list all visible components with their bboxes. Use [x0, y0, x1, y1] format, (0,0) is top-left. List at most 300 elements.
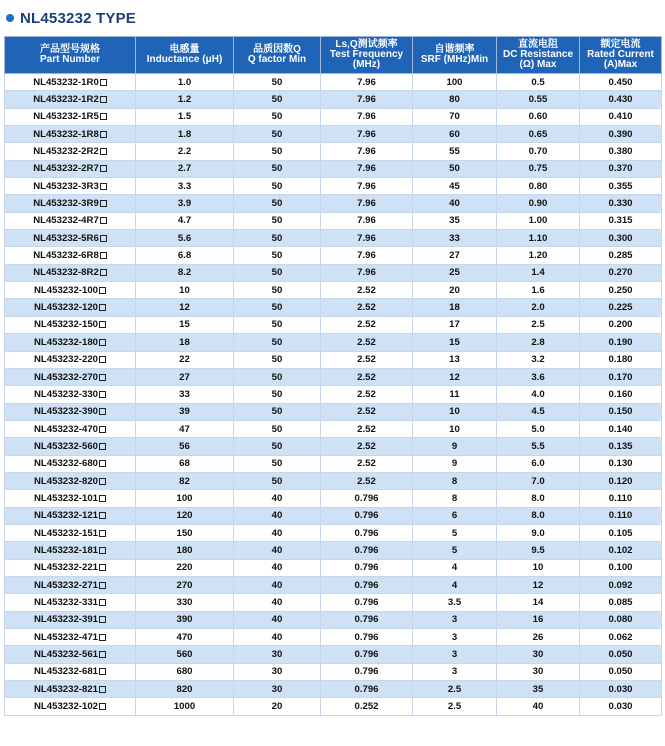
- dc-resistance-cell: 1.00: [497, 212, 580, 229]
- table-body: [5, 74, 662, 716]
- part-number-cell: NL453232-471: [5, 629, 136, 646]
- test-frequency-cell: 2.52: [321, 403, 413, 420]
- srf-cell: 60: [413, 126, 497, 143]
- q-factor-cell: 50: [234, 282, 321, 299]
- test-frequency-cell: 2.52: [321, 420, 413, 437]
- dc-resistance-cell: 0.65: [497, 126, 580, 143]
- srf-cell: 25: [413, 264, 497, 281]
- part-number-cell: NL453232-3R9: [5, 195, 136, 212]
- part-number-cell: NL453232-3R3: [5, 178, 136, 195]
- part-number-cell: NL453232-270: [5, 368, 136, 385]
- checkbox-placeholder-icon: [100, 200, 107, 207]
- inductance-cell: 3.3: [136, 178, 234, 195]
- test-frequency-cell: 2.52: [321, 438, 413, 455]
- rated-current-cell: 0.105: [580, 524, 662, 541]
- srf-cell: 3: [413, 611, 497, 628]
- part-number-cell: NL453232-100: [5, 282, 136, 299]
- table-row: [5, 212, 662, 229]
- part-number-cell: NL453232-330: [5, 386, 136, 403]
- q-factor-cell: 40: [234, 524, 321, 541]
- srf-cell: 70: [413, 108, 497, 125]
- dc-resistance-cell: 0.55: [497, 91, 580, 108]
- table-row: [5, 316, 662, 333]
- table-row: [5, 559, 662, 576]
- test-frequency-cell: 0.796: [321, 507, 413, 524]
- q-factor-cell: 50: [234, 178, 321, 195]
- rated-current-cell: 0.430: [580, 91, 662, 108]
- srf-cell: 27: [413, 247, 497, 264]
- dc-resistance-cell: 2.5: [497, 316, 580, 333]
- header-inductance: 电感量 Inductance (μH): [136, 37, 234, 74]
- dc-resistance-cell: 0.80: [497, 178, 580, 195]
- checkbox-placeholder-icon: [100, 165, 107, 172]
- table-row: [5, 143, 662, 160]
- q-factor-cell: 50: [234, 143, 321, 160]
- srf-cell: 33: [413, 230, 497, 247]
- table-row: [5, 438, 662, 455]
- inductance-cell: 1.8: [136, 126, 234, 143]
- table-row: [5, 195, 662, 212]
- dc-resistance-cell: 40: [497, 698, 580, 715]
- dc-resistance-cell: 0.75: [497, 160, 580, 177]
- checkbox-placeholder-icon: [100, 269, 107, 276]
- test-frequency-cell: 2.52: [321, 316, 413, 333]
- rated-current-cell: 0.135: [580, 438, 662, 455]
- srf-cell: 80: [413, 91, 497, 108]
- inductance-cell: 6.8: [136, 247, 234, 264]
- dc-resistance-cell: 0.90: [497, 195, 580, 212]
- q-factor-cell: 50: [234, 438, 321, 455]
- test-frequency-cell: 7.96: [321, 195, 413, 212]
- rated-current-cell: 0.370: [580, 160, 662, 177]
- test-frequency-cell: 7.96: [321, 230, 413, 247]
- checkbox-placeholder-icon: [99, 495, 106, 502]
- rated-current-cell: 0.355: [580, 178, 662, 195]
- rated-current-cell: 0.140: [580, 420, 662, 437]
- q-factor-cell: 50: [234, 299, 321, 316]
- dc-resistance-cell: 1.6: [497, 282, 580, 299]
- q-factor-cell: 50: [234, 247, 321, 264]
- dc-resistance-cell: 9.5: [497, 542, 580, 559]
- part-number-cell: NL453232-221: [5, 559, 136, 576]
- rated-current-cell: 0.150: [580, 403, 662, 420]
- inductance-cell: 270: [136, 576, 234, 593]
- part-number-cell: NL453232-150: [5, 316, 136, 333]
- inductance-cell: 56: [136, 438, 234, 455]
- part-number-cell: NL453232-5R6: [5, 230, 136, 247]
- header-q-factor: 品质因数Q Q factor Min: [234, 37, 321, 74]
- test-frequency-cell: 0.796: [321, 559, 413, 576]
- srf-cell: 12: [413, 368, 497, 385]
- checkbox-placeholder-icon: [100, 183, 107, 190]
- table-row: [5, 108, 662, 125]
- table-row: [5, 420, 662, 437]
- inductance-cell: 120: [136, 507, 234, 524]
- rated-current-cell: 0.080: [580, 611, 662, 628]
- checkbox-placeholder-icon: [99, 530, 106, 537]
- q-factor-cell: 50: [234, 316, 321, 333]
- test-frequency-cell: 7.96: [321, 178, 413, 195]
- checkbox-placeholder-icon: [99, 426, 106, 433]
- dc-resistance-cell: 30: [497, 663, 580, 680]
- table-row: [5, 386, 662, 403]
- srf-cell: 50: [413, 160, 497, 177]
- checkbox-placeholder-icon: [99, 408, 106, 415]
- part-number-cell: NL453232-4R7: [5, 212, 136, 229]
- checkbox-placeholder-icon: [99, 460, 106, 467]
- rated-current-cell: 0.390: [580, 126, 662, 143]
- test-frequency-cell: 2.52: [321, 368, 413, 385]
- rated-current-cell: 0.102: [580, 542, 662, 559]
- table-row: [5, 91, 662, 108]
- rated-current-cell: 0.100: [580, 559, 662, 576]
- checkbox-placeholder-icon: [100, 235, 107, 242]
- q-factor-cell: 50: [234, 126, 321, 143]
- inductance-cell: 3.9: [136, 195, 234, 212]
- table-row: [5, 368, 662, 385]
- test-frequency-cell: 0.796: [321, 524, 413, 541]
- part-number-cell: NL453232-470: [5, 420, 136, 437]
- part-number-cell: NL453232-1R5: [5, 108, 136, 125]
- table-row: [5, 542, 662, 559]
- q-factor-cell: 50: [234, 108, 321, 125]
- rated-current-cell: 0.315: [580, 212, 662, 229]
- part-number-cell: NL453232-1R0: [5, 74, 136, 91]
- part-number-cell: NL453232-180: [5, 334, 136, 351]
- dc-resistance-cell: 5.0: [497, 420, 580, 437]
- part-number-cell: NL453232-2R7: [5, 160, 136, 177]
- inductance-cell: 1.0: [136, 74, 234, 91]
- q-factor-cell: 30: [234, 646, 321, 663]
- part-number-cell: NL453232-181: [5, 542, 136, 559]
- rated-current-cell: 0.190: [580, 334, 662, 351]
- srf-cell: 8: [413, 490, 497, 507]
- header-part-number: 产品型号规格 Part Number: [5, 37, 136, 74]
- srf-cell: 5: [413, 542, 497, 559]
- checkbox-placeholder-icon: [99, 356, 106, 363]
- table-row: [5, 230, 662, 247]
- checkbox-placeholder-icon: [99, 478, 106, 485]
- inductance-cell: 470: [136, 629, 234, 646]
- test-frequency-cell: 2.52: [321, 386, 413, 403]
- q-factor-cell: 30: [234, 663, 321, 680]
- part-number-cell: NL453232-1R2: [5, 91, 136, 108]
- table-row: [5, 74, 662, 91]
- q-factor-cell: 50: [234, 334, 321, 351]
- dc-resistance-cell: 12: [497, 576, 580, 593]
- checkbox-placeholder-icon: [99, 339, 106, 346]
- q-factor-cell: 50: [234, 472, 321, 489]
- test-frequency-cell: 2.52: [321, 472, 413, 489]
- rated-current-cell: 0.285: [580, 247, 662, 264]
- test-frequency-cell: 0.796: [321, 629, 413, 646]
- bullet-icon: [6, 14, 14, 22]
- part-number-cell: NL453232-271: [5, 576, 136, 593]
- q-factor-cell: 50: [234, 368, 321, 385]
- checkbox-placeholder-icon: [100, 131, 107, 138]
- table-row: [5, 126, 662, 143]
- inductance-cell: 27: [136, 368, 234, 385]
- checkbox-placeholder-icon: [100, 79, 107, 86]
- checkbox-placeholder-icon: [99, 512, 106, 519]
- checkbox-placeholder-icon: [100, 113, 107, 120]
- checkbox-placeholder-icon: [99, 599, 106, 606]
- srf-cell: 4: [413, 576, 497, 593]
- q-factor-cell: 40: [234, 594, 321, 611]
- q-factor-cell: 40: [234, 507, 321, 524]
- q-factor-cell: 50: [234, 230, 321, 247]
- inductance-cell: 220: [136, 559, 234, 576]
- q-factor-cell: 40: [234, 576, 321, 593]
- table-row: [5, 178, 662, 195]
- q-factor-cell: 40: [234, 542, 321, 559]
- dc-resistance-cell: 2.0: [497, 299, 580, 316]
- checkbox-placeholder-icon: [100, 252, 107, 259]
- rated-current-cell: 0.050: [580, 663, 662, 680]
- dc-resistance-cell: 6.0: [497, 455, 580, 472]
- test-frequency-cell: 0.796: [321, 663, 413, 680]
- inductance-cell: 15: [136, 316, 234, 333]
- test-frequency-cell: 7.96: [321, 160, 413, 177]
- dc-resistance-cell: 3.6: [497, 368, 580, 385]
- checkbox-placeholder-icon: [99, 287, 106, 294]
- table-row: [5, 472, 662, 489]
- table-row: [5, 334, 662, 351]
- dc-resistance-cell: 2.8: [497, 334, 580, 351]
- table-row: [5, 507, 662, 524]
- dc-resistance-cell: 8.0: [497, 507, 580, 524]
- part-number-cell: NL453232-220: [5, 351, 136, 368]
- q-factor-cell: 50: [234, 160, 321, 177]
- inductance-cell: 150: [136, 524, 234, 541]
- srf-cell: 3.5: [413, 594, 497, 611]
- srf-cell: 20: [413, 282, 497, 299]
- checkbox-placeholder-icon: [99, 616, 106, 623]
- table-row: [5, 663, 662, 680]
- inductance-cell: 39: [136, 403, 234, 420]
- q-factor-cell: 40: [234, 559, 321, 576]
- test-frequency-cell: 7.96: [321, 212, 413, 229]
- q-factor-cell: 50: [234, 420, 321, 437]
- dc-resistance-cell: 35: [497, 681, 580, 698]
- inductance-cell: 22: [136, 351, 234, 368]
- part-number-cell: NL453232-1R8: [5, 126, 136, 143]
- checkbox-placeholder-icon: [99, 443, 106, 450]
- dc-resistance-cell: 0.5: [497, 74, 580, 91]
- test-frequency-cell: 7.96: [321, 247, 413, 264]
- checkbox-placeholder-icon: [99, 634, 106, 641]
- test-frequency-cell: 7.96: [321, 108, 413, 125]
- checkbox-placeholder-icon: [99, 304, 106, 311]
- test-frequency-cell: 2.52: [321, 455, 413, 472]
- q-factor-cell: 50: [234, 195, 321, 212]
- table-row: [5, 455, 662, 472]
- srf-cell: 40: [413, 195, 497, 212]
- page-header: [6, 8, 136, 28]
- test-frequency-cell: 7.96: [321, 143, 413, 160]
- srf-cell: 2.5: [413, 681, 497, 698]
- inductance-cell: 680: [136, 663, 234, 680]
- srf-cell: 4: [413, 559, 497, 576]
- inductance-cell: 330: [136, 594, 234, 611]
- q-factor-cell: 50: [234, 74, 321, 91]
- part-number-cell: NL453232-681: [5, 663, 136, 680]
- srf-cell: 6: [413, 507, 497, 524]
- part-number-cell: NL453232-560: [5, 438, 136, 455]
- inductance-cell: 10: [136, 282, 234, 299]
- q-factor-cell: 50: [234, 351, 321, 368]
- inductance-cell: 560: [136, 646, 234, 663]
- inductance-cell: 1.2: [136, 91, 234, 108]
- q-factor-cell: 30: [234, 681, 321, 698]
- q-factor-cell: 50: [234, 455, 321, 472]
- inductance-cell: 12: [136, 299, 234, 316]
- dc-resistance-cell: 14: [497, 594, 580, 611]
- header-rated-current: 额定电流 Rated Current (A)Max: [580, 37, 662, 74]
- header-dc-resistance: 直流电阻 DC Resistance (Ω) Max: [497, 37, 580, 74]
- rated-current-cell: 0.110: [580, 507, 662, 524]
- part-number-cell: NL453232-101: [5, 490, 136, 507]
- part-number-cell: NL453232-102: [5, 698, 136, 715]
- rated-current-cell: 0.062: [580, 629, 662, 646]
- dc-resistance-cell: 1.20: [497, 247, 580, 264]
- checkbox-placeholder-icon: [99, 547, 106, 554]
- test-frequency-cell: 2.52: [321, 351, 413, 368]
- rated-current-cell: 0.200: [580, 316, 662, 333]
- rated-current-cell: 0.180: [580, 351, 662, 368]
- rated-current-cell: 0.225: [580, 299, 662, 316]
- srf-cell: 9: [413, 438, 497, 455]
- rated-current-cell: 0.110: [580, 490, 662, 507]
- q-factor-cell: 20: [234, 698, 321, 715]
- checkbox-placeholder-icon: [99, 321, 106, 328]
- inductance-cell: 5.6: [136, 230, 234, 247]
- srf-cell: 10: [413, 403, 497, 420]
- rated-current-cell: 0.410: [580, 108, 662, 125]
- test-frequency-cell: 0.252: [321, 698, 413, 715]
- table-row: [5, 611, 662, 628]
- checkbox-placeholder-icon: [99, 668, 106, 675]
- inductance-cell: 33: [136, 386, 234, 403]
- test-frequency-cell: 0.796: [321, 542, 413, 559]
- part-number-cell: NL453232-331: [5, 594, 136, 611]
- q-factor-cell: 50: [234, 212, 321, 229]
- dc-resistance-cell: 5.5: [497, 438, 580, 455]
- table-row: [5, 681, 662, 698]
- dc-resistance-cell: 10: [497, 559, 580, 576]
- table-row: [5, 594, 662, 611]
- dc-resistance-cell: 1.10: [497, 230, 580, 247]
- srf-cell: 15: [413, 334, 497, 351]
- inductance-cell: 180: [136, 542, 234, 559]
- test-frequency-cell: 0.796: [321, 681, 413, 698]
- inductance-cell: 2.2: [136, 143, 234, 160]
- page-title: NL453232 TYPE: [20, 9, 136, 27]
- rated-current-cell: 0.170: [580, 368, 662, 385]
- q-factor-cell: 50: [234, 403, 321, 420]
- dc-resistance-cell: 9.0: [497, 524, 580, 541]
- table-row: [5, 698, 662, 715]
- srf-cell: 17: [413, 316, 497, 333]
- rated-current-cell: 0.050: [580, 646, 662, 663]
- rated-current-cell: 0.380: [580, 143, 662, 160]
- table-row: [5, 282, 662, 299]
- dc-resistance-cell: 7.0: [497, 472, 580, 489]
- inductance-cell: 820: [136, 681, 234, 698]
- q-factor-cell: 40: [234, 490, 321, 507]
- rated-current-cell: 0.120: [580, 472, 662, 489]
- dc-resistance-cell: 1.4: [497, 264, 580, 281]
- table-row: [5, 247, 662, 264]
- srf-cell: 45: [413, 178, 497, 195]
- q-factor-cell: 50: [234, 386, 321, 403]
- checkbox-placeholder-icon: [99, 374, 106, 381]
- q-factor-cell: 40: [234, 611, 321, 628]
- rated-current-cell: 0.250: [580, 282, 662, 299]
- srf-cell: 35: [413, 212, 497, 229]
- spec-table: [4, 36, 662, 716]
- header-srf: 自谐频率 SRF (MHz)Min: [413, 37, 497, 74]
- table-row: [5, 490, 662, 507]
- srf-cell: 3: [413, 629, 497, 646]
- checkbox-placeholder-icon: [99, 391, 106, 398]
- dc-resistance-cell: 4.0: [497, 386, 580, 403]
- part-number-cell: NL453232-680: [5, 455, 136, 472]
- dc-resistance-cell: 26: [497, 629, 580, 646]
- dc-resistance-cell: 0.60: [497, 108, 580, 125]
- test-frequency-cell: 0.796: [321, 594, 413, 611]
- test-frequency-cell: 0.796: [321, 490, 413, 507]
- table-row: [5, 524, 662, 541]
- dc-resistance-cell: 8.0: [497, 490, 580, 507]
- inductance-cell: 1.5: [136, 108, 234, 125]
- test-frequency-cell: 0.796: [321, 611, 413, 628]
- part-number-cell: NL453232-8R2: [5, 264, 136, 281]
- srf-cell: 9: [413, 455, 497, 472]
- srf-cell: 2.5: [413, 698, 497, 715]
- srf-cell: 10: [413, 420, 497, 437]
- dc-resistance-cell: 4.5: [497, 403, 580, 420]
- dc-resistance-cell: 30: [497, 646, 580, 663]
- dc-resistance-cell: 16: [497, 611, 580, 628]
- srf-cell: 11: [413, 386, 497, 403]
- inductance-cell: 390: [136, 611, 234, 628]
- header-test-frequency: Ls,Q测试频率 Test Frequency (MHz): [321, 37, 413, 74]
- checkbox-placeholder-icon: [100, 148, 107, 155]
- table-row: [5, 646, 662, 663]
- srf-cell: 3: [413, 663, 497, 680]
- part-number-cell: NL453232-2R2: [5, 143, 136, 160]
- dc-resistance-cell: 3.2: [497, 351, 580, 368]
- inductance-cell: 68: [136, 455, 234, 472]
- rated-current-cell: 0.030: [580, 681, 662, 698]
- test-frequency-cell: 7.96: [321, 264, 413, 281]
- srf-cell: 8: [413, 472, 497, 489]
- test-frequency-cell: 2.52: [321, 282, 413, 299]
- checkbox-placeholder-icon: [99, 651, 106, 658]
- test-frequency-cell: 2.52: [321, 334, 413, 351]
- part-number-cell: NL453232-121: [5, 507, 136, 524]
- srf-cell: 100: [413, 74, 497, 91]
- test-frequency-cell: 2.52: [321, 299, 413, 316]
- test-frequency-cell: 7.96: [321, 74, 413, 91]
- test-frequency-cell: 7.96: [321, 91, 413, 108]
- checkbox-placeholder-icon: [99, 686, 106, 693]
- inductance-cell: 2.7: [136, 160, 234, 177]
- part-number-cell: NL453232-821: [5, 681, 136, 698]
- checkbox-placeholder-icon: [99, 582, 106, 589]
- test-frequency-cell: 0.796: [321, 576, 413, 593]
